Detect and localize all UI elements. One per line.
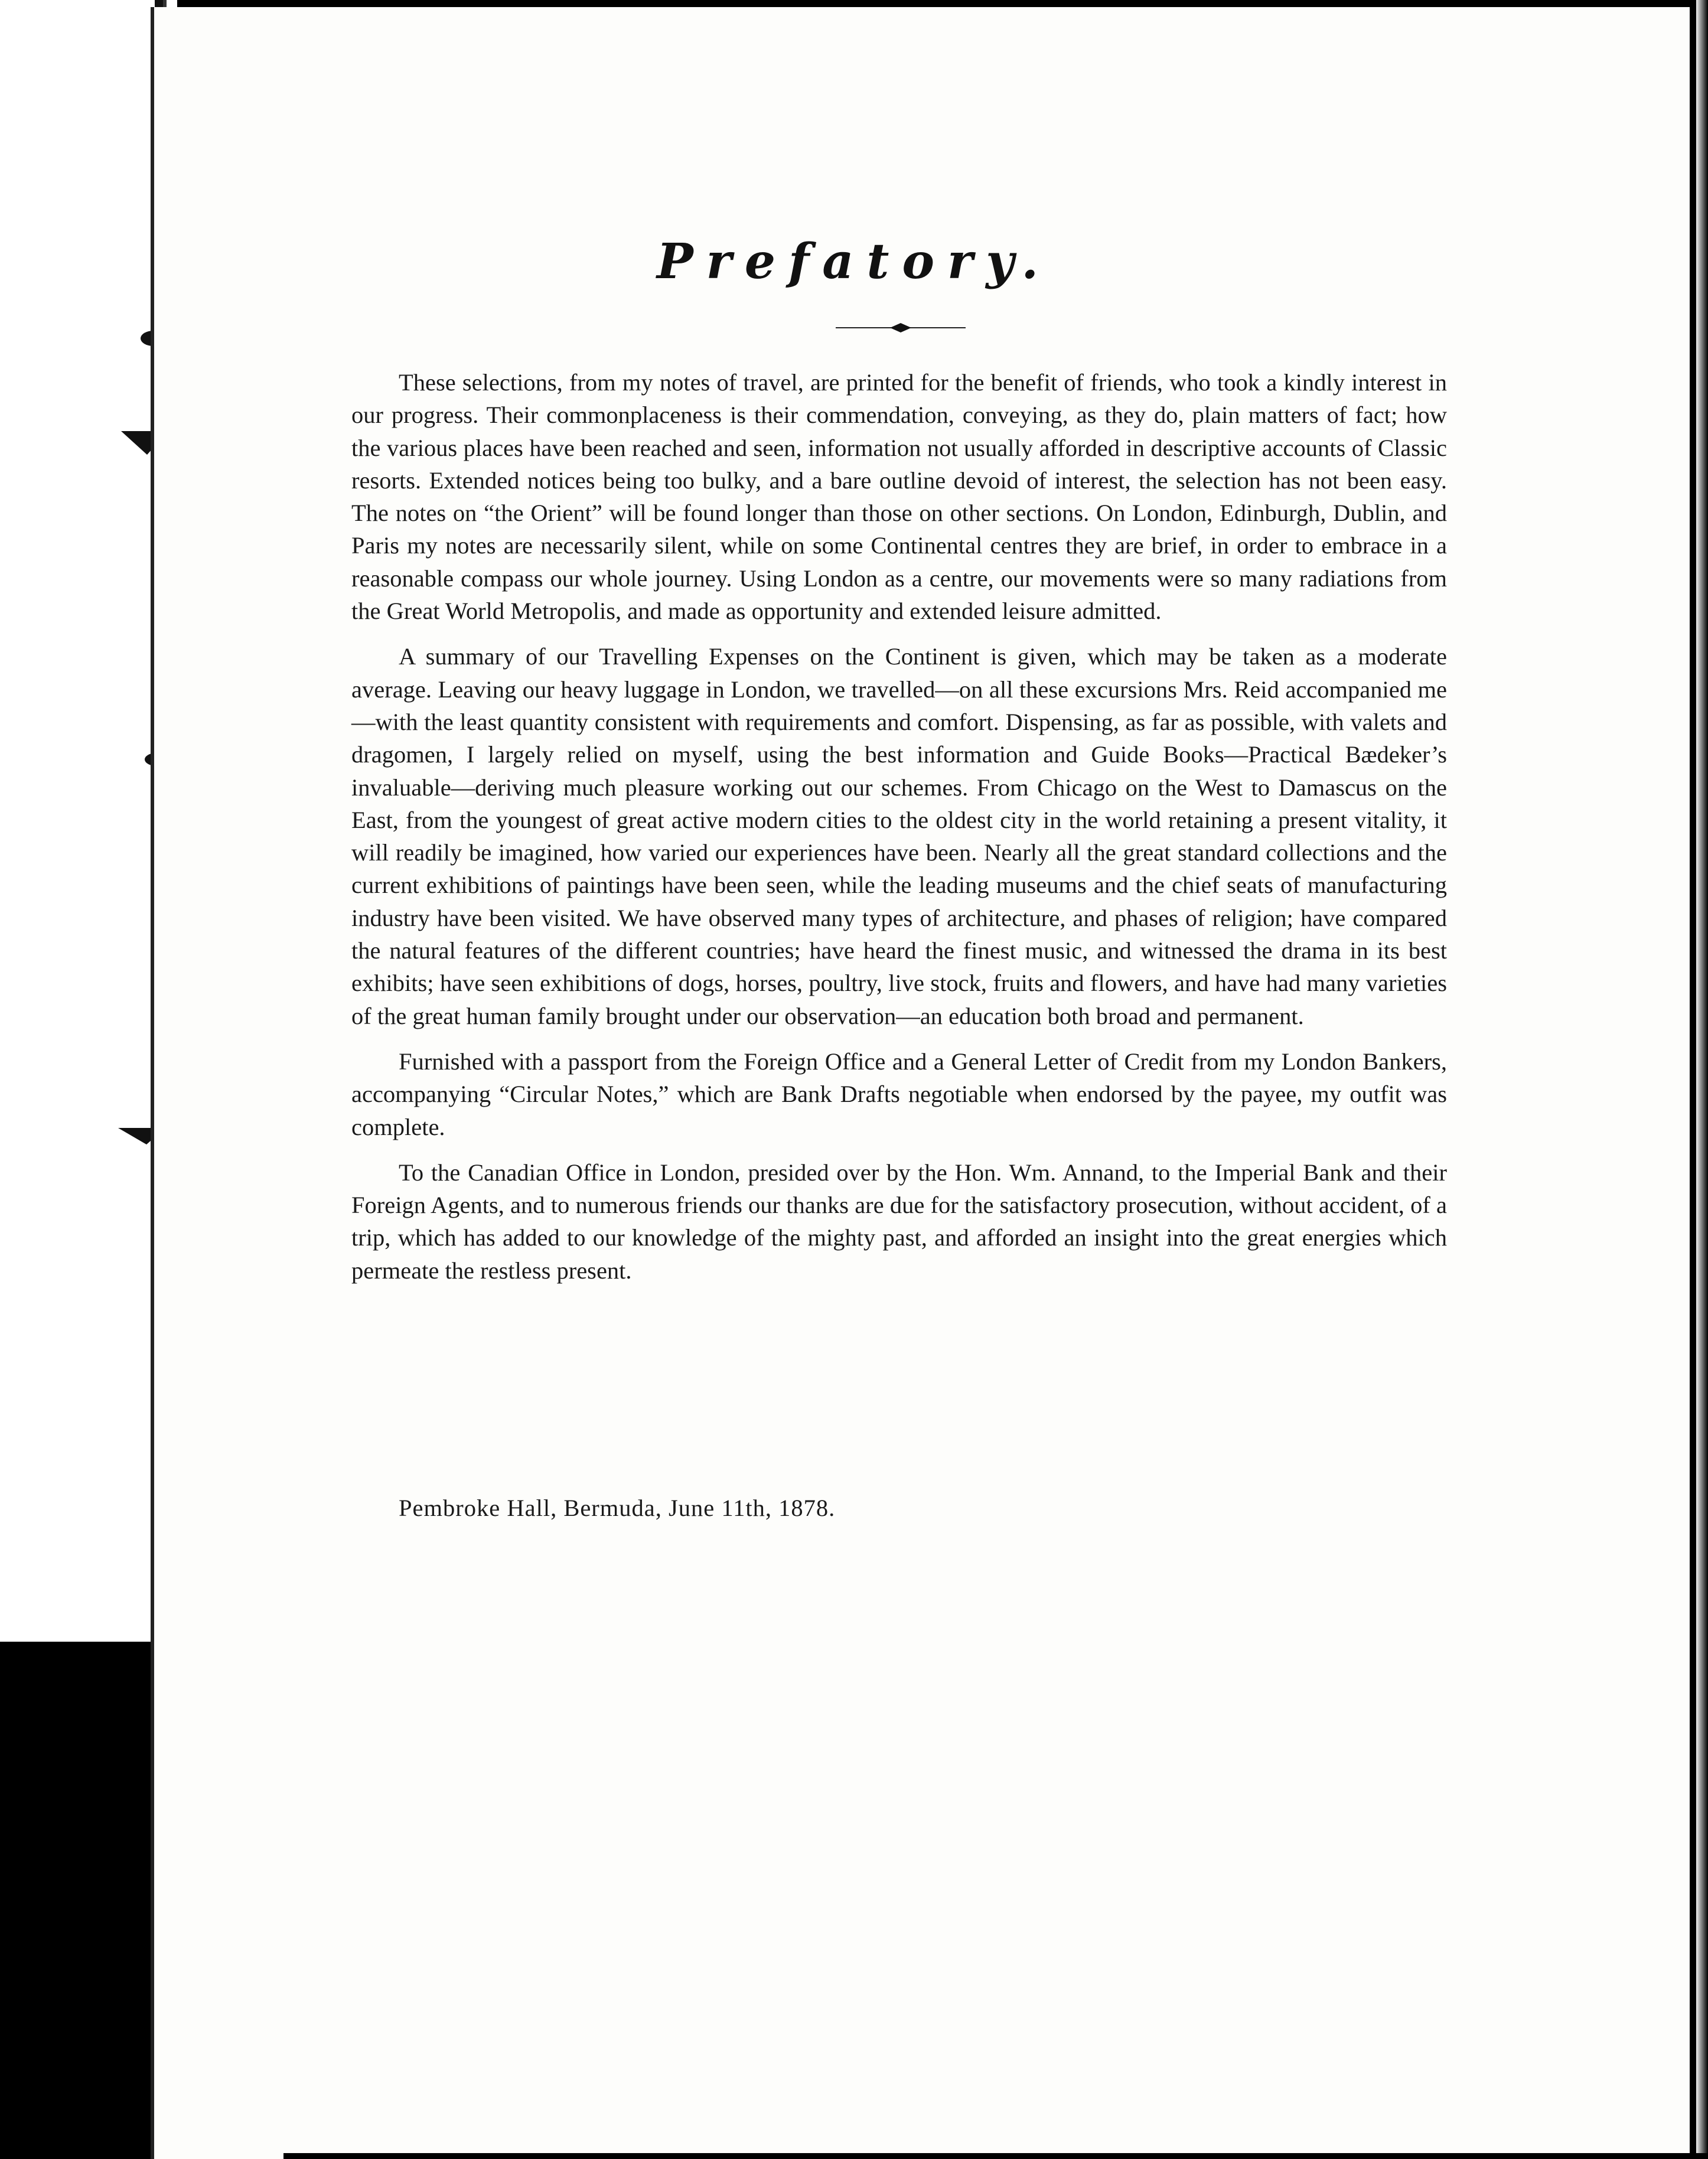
body-text xyxy=(351,366,1447,1300)
title-ornament-divider xyxy=(836,322,966,334)
page-bottom-edge xyxy=(283,2153,1708,2159)
page-title: Prefatory. xyxy=(657,233,1051,290)
signature-line: Pembroke Hall, Bermuda, June 11th, 1878. xyxy=(399,1495,836,1521)
paragraph-expenses: A summary of our Travelling Expenses on the Continent is given, which may be taken as a moderate average. Leaving our heavy luggage in London, we travelled—on all these excursions Mrs. Reid accompanied me—with the least quantity consistent with requirements and comfort. Dispensing, as far as possible, with valets and dragomen, I largely relied on myself, using the best information and Guide Books—Practical Bædeker’s invaluable—deriving much pleasure working out our schemes. From Chicago on the West to Damascus on the East, from the youngest of great active modern cities to the oldest city in the world retaining a present vitality, it will readily be imagined, how varied our experiences have been. Nearly all the great standard collections and the current exhibitions of paintings have been seen, while the leading museums and the chief seats of manufacturing industry have been visited. We have observed many types of architecture, and phases of religion; have compared the natural features of the different countries; have heard the finest music, and witnessed the drama in its best exhibits; have seen exhibitions of dogs, horses, poultry, live stock, fruits and flowers, and have had many varieties of the great human family brought under our observation—an education both broad and permanent. xyxy=(351,643,1447,1029)
paragraph-thanks: To the Canadian Office in London, presided over by the Hon. Wm. Annand, to the Imperial Bank and their Foreign Agents, and to numerous friends our thanks are due for the satisfactory prosecution, without accident, of a trip, which has added to our knowledge of the mighty past, and afforded an insight into the great energies which permeate the restless present. xyxy=(351,1159,1447,1284)
paragraph-intro: These selections, from my notes of travel, are printed for the benefit of friends, who took a kindly interest in our progress. Their commonplaceness is their commendation, conveying, as they do, plain matters of fact; how the various places have been reached and seen, information not usually afforded in descriptive accounts of Classic resorts. Extended notices being too bulky, and a bare outline devoid of interest, the selection has not been easy. The notes on “the Orient” will be found longer than those on other sections. On London, Edinburgh, Dublin, and Paris my notes are necessarily silent, while on some Continental centres they are brief, in order to embrace in a reasonable compass our whole journey. Using London as a centre, our movements were so many radiations from the Great World Metropolis, and made as opportunity and extended leisure admitted. xyxy=(351,369,1447,625)
page-right-edge xyxy=(1696,0,1708,2159)
paragraph-outfit: Furnished with a passport from the Foreign Office and a General Letter of Credit from my London Bankers, accompanying “Circular Notes,” which are Bank Drafts negotiable when endorsed by the payee, my outfit was complete. xyxy=(351,1048,1447,1140)
